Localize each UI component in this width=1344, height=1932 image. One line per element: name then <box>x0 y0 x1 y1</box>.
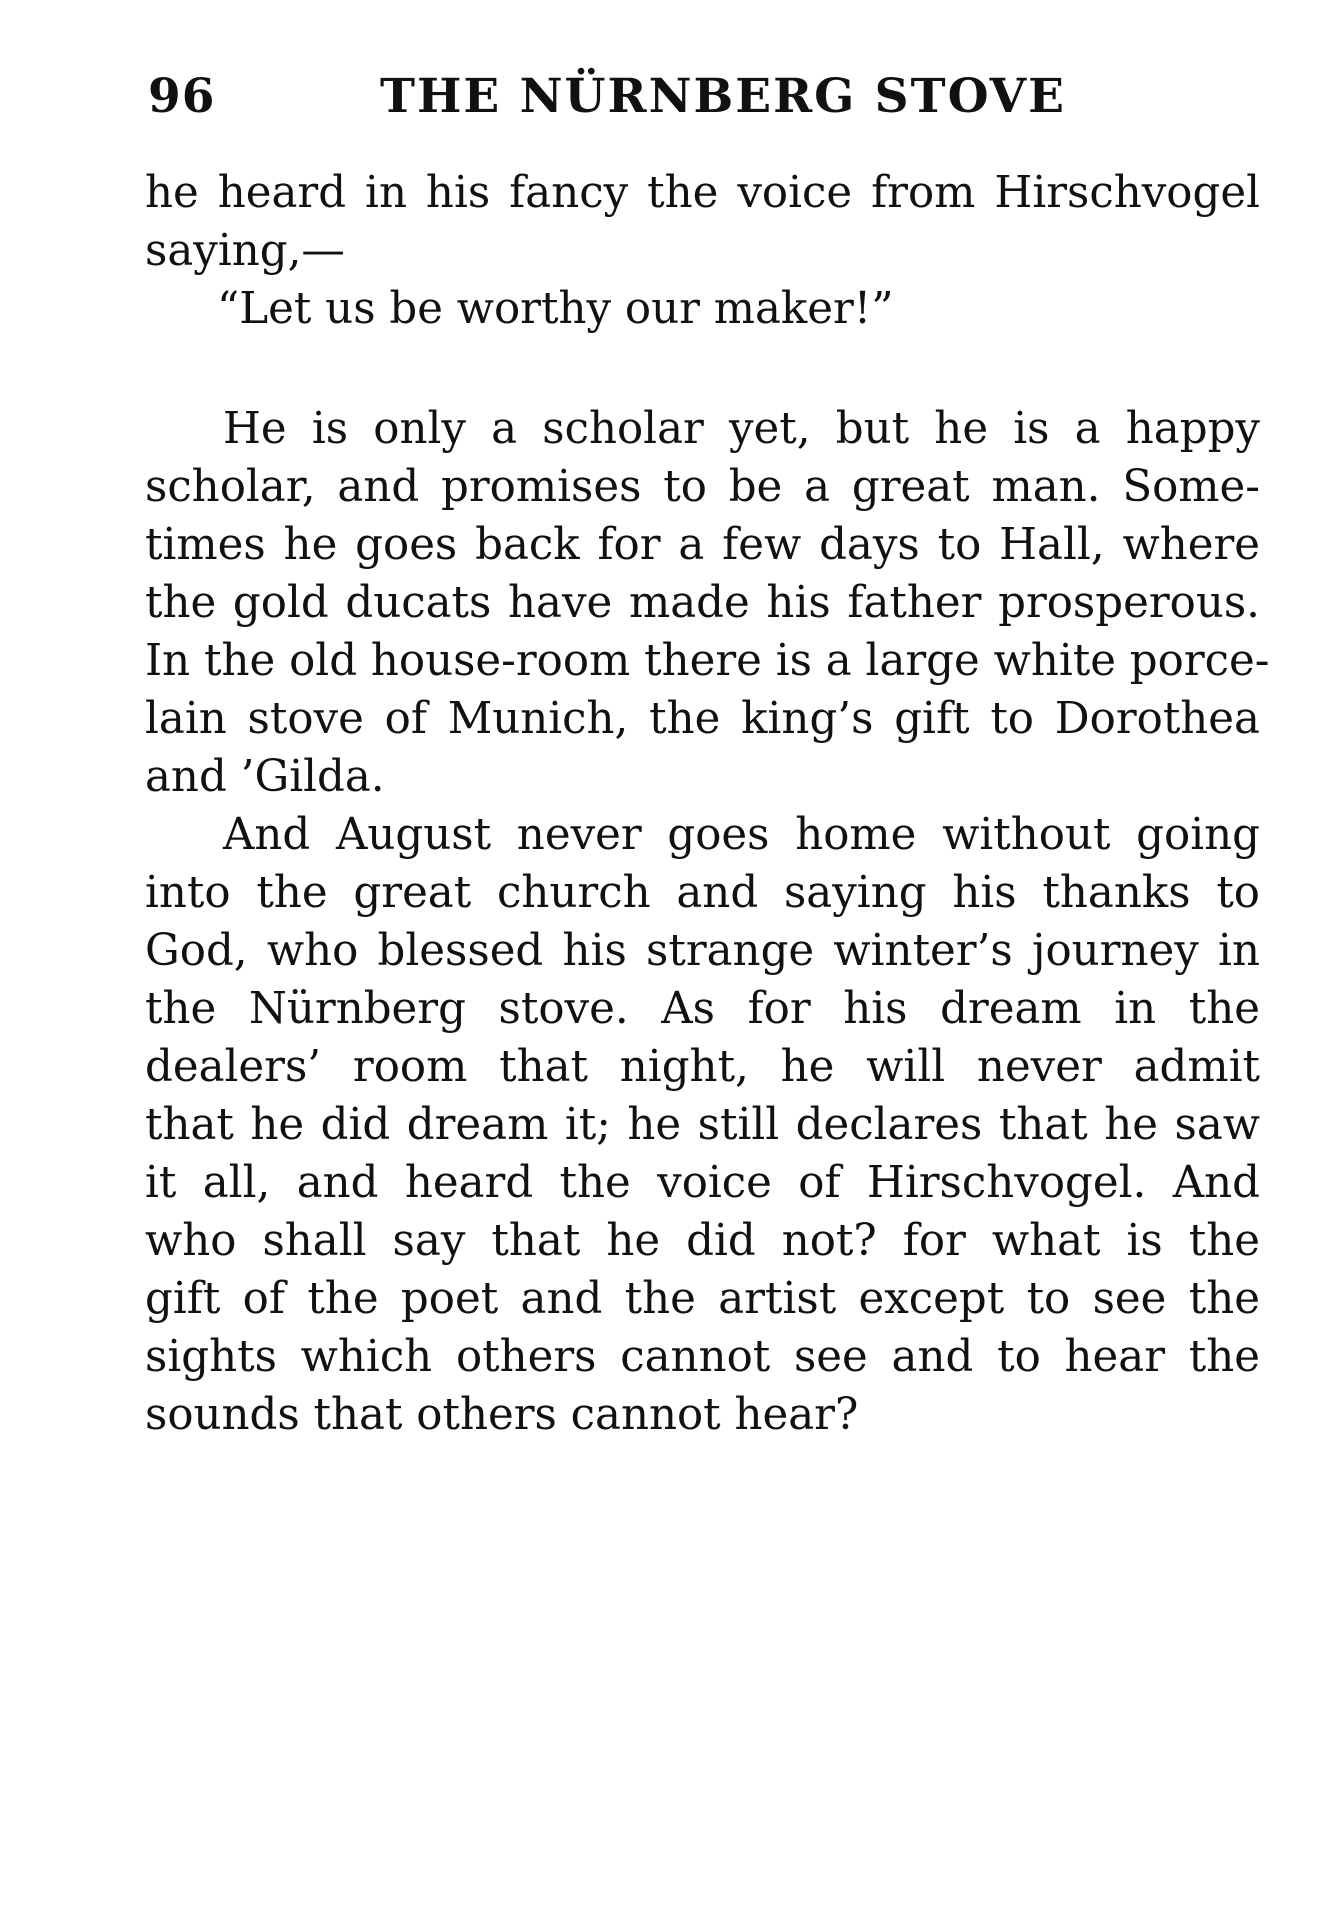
text-line: gift of the poet and the artist except to see the <box>145 1274 1260 1324</box>
text-line: the gold ducats have made his father prosperous. <box>145 578 1260 628</box>
running-title: THE NÜRNBERG STOVE <box>380 69 1066 124</box>
text-line: into the great church and saying his thanks to <box>145 868 1260 918</box>
text-line: lain stove of Munich, the king’s gift to Dorothea <box>145 694 1260 744</box>
paragraph-first-line: And August never goes home without going <box>223 810 1260 860</box>
paragraph-first-line: He is only a scholar yet, but he is a happy <box>223 404 1260 454</box>
page-header <box>148 62 1258 132</box>
text-line: he heard in his fancy the voice from Hirschvogel <box>145 168 1260 218</box>
text-line: saying,— <box>145 226 345 276</box>
quote-line: “Let us be worthy our maker!” <box>217 284 894 334</box>
text-line: God, who blessed his strange winter’s journey in <box>145 926 1260 976</box>
text-line: times he goes back for a few days to Hall, where <box>145 520 1260 570</box>
text-line: sounds that others cannot hear? <box>145 1390 859 1440</box>
page-number: 96 <box>148 69 216 124</box>
text-line: it all, and heard the voice of Hirschvogel. And <box>145 1158 1260 1208</box>
text-line: that he did dream it; he still declares that he saw <box>145 1100 1260 1150</box>
text-line: scholar, and promises to be a great man. Some- <box>145 462 1260 512</box>
paragraph-gap <box>145 338 1260 400</box>
text-line: who shall say that he did not? for what is the <box>145 1216 1260 1266</box>
text-line: sights which others cannot see and to hear the <box>145 1332 1260 1382</box>
text-line: the Nürnberg stove. As for his dream in the <box>145 984 1260 1034</box>
text-line: dealers’ room that night, he will never admit <box>145 1042 1260 1092</box>
text-line: In the old house-room there is a large white porce- <box>145 636 1270 686</box>
body-text <box>145 164 1270 1444</box>
text-line: and ’Gilda. <box>145 752 385 802</box>
